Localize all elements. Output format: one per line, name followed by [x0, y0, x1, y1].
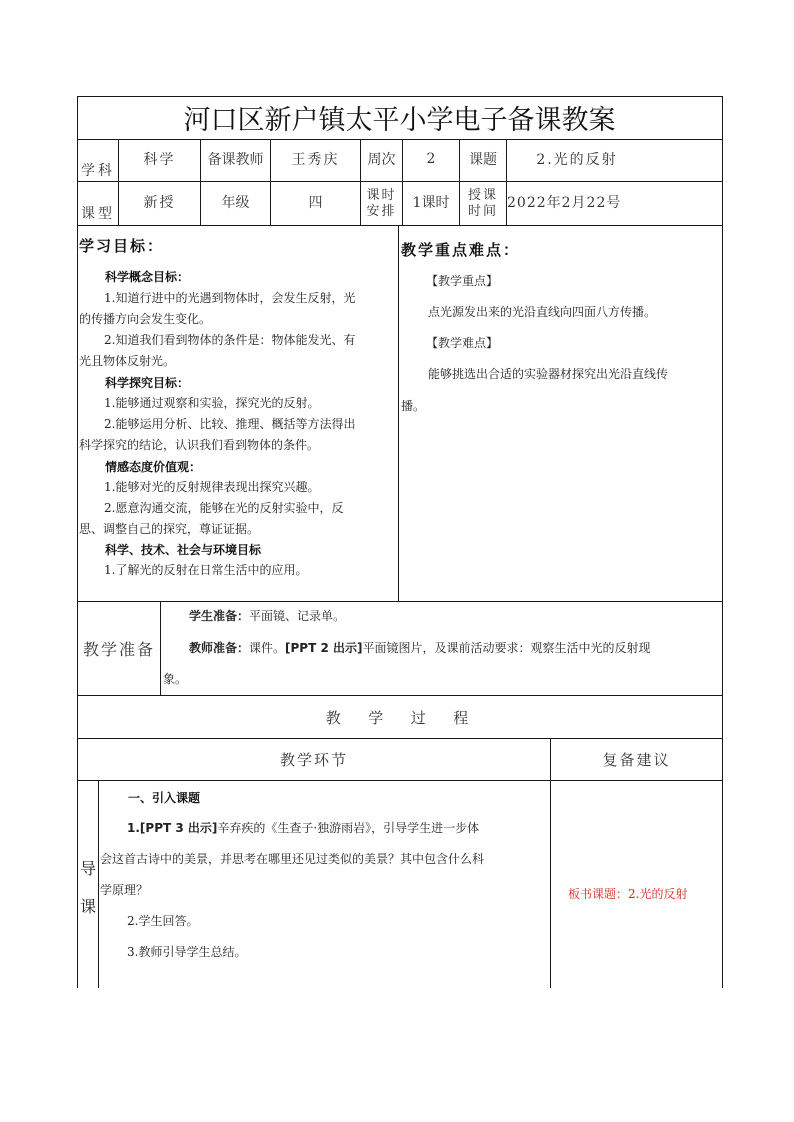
hours-label-line-1: 课时: [366, 187, 397, 203]
subject-label: 学科: [81, 162, 115, 179]
difficulty-text-b: 播。: [401, 399, 426, 413]
attitude-title: 情感态度价值观：: [105, 460, 202, 474]
step1-text-a: 辛弃疾的《生查子·独游雨岩》，引导学生进一步体: [217, 821, 480, 835]
hours-label-line-2: 安排: [366, 203, 397, 219]
hours-label: [361, 182, 402, 225]
concept-2b: 光且物体反射光。: [79, 354, 176, 368]
board-note: 板书课题：2.光的反射: [568, 887, 688, 901]
prep-teacher-text-a: 课件。: [249, 641, 286, 655]
inquiry-title: 科学探究目标：: [105, 376, 190, 390]
week-value: 2: [426, 151, 436, 167]
prep-split: [160, 601, 161, 695]
type-value: 新授: [143, 195, 176, 211]
grade-value: 四: [308, 195, 323, 211]
prep-teacher-label: 教师准备：: [189, 641, 250, 655]
difficulty-text-a: 能够挑选出合适的实验器材探究出光沿直线传: [428, 367, 669, 381]
date-label-line-1: 授课: [467, 187, 498, 203]
prep-teacher: [189, 638, 651, 659]
inquiry-1: 1.能够通过观察和实验，探究光的反射。: [104, 396, 320, 410]
week-label: 周次: [367, 152, 396, 168]
date-value: 2022年2月22号: [507, 195, 622, 211]
concept-title: 科学概念目标：: [105, 270, 190, 284]
grade-label: 年级: [221, 195, 250, 211]
step1-line-b: 会这首古诗中的美景，并思考在哪里还见过类似的美景？其中包含什么科: [100, 852, 485, 866]
intro-title: 一、引入课题: [128, 791, 201, 805]
date-label-line-2: 时间: [467, 203, 498, 219]
step1-line-c: 学原理？: [100, 883, 149, 897]
col-side-header: 复备建议: [602, 751, 671, 769]
teacher-label: 备课教师: [207, 152, 264, 168]
section-col-line: [98, 780, 99, 988]
attitude-2a: 2.愿意沟通交流，能够在光的反射实验中，反: [104, 501, 344, 515]
prep-teacher-text-b: 平面镜图片，及课前活动要求：观察生活中光的反射现: [362, 641, 651, 655]
page-title: 河口区新户镇太平小学电子备课教案: [183, 105, 616, 136]
step1-ppt: 1.[PPT 3 出示]: [127, 821, 218, 835]
inquiry-2a: 2.能够运用分析、比较、推理、概括等方法得出: [104, 417, 356, 431]
prep-label: 教学准备: [82, 640, 155, 659]
step2: 2.学生回答。: [127, 914, 199, 928]
section-label-1: 导: [79, 859, 96, 878]
attitude-1: 1.能够对光的反射规律表现出探究兴趣。: [104, 480, 320, 494]
subject-value: 科学: [143, 152, 176, 168]
concept-2a: 2.知道我们看到物体的条件是：物体能发光、有: [104, 333, 356, 347]
keypoints-heading: 教学重点难点：: [401, 241, 521, 259]
type-label: 课型: [81, 206, 115, 222]
teacher-value: 王秀庆: [291, 152, 340, 168]
border-right: [722, 96, 723, 988]
focus-title: 【教学重点】: [426, 274, 499, 288]
step3: 3.教师引导学生总结。: [127, 945, 247, 959]
step1-line-a: [127, 818, 479, 839]
prep-teacher-ppt: [PPT 2 出示]: [285, 641, 363, 655]
attitude-2b: 思、调整自己的探究，尊证证据。: [79, 522, 260, 536]
topic-value: 2.光的反射: [536, 152, 618, 168]
prep-student-text: 平面镜、记录单。: [249, 609, 346, 623]
prep-student: [189, 606, 345, 627]
sts-title: 科学、技术、社会与环境目标: [105, 543, 262, 557]
inquiry-2b: 科学探究的结论，认识我们看到物体的条件。: [79, 438, 320, 452]
col-main-header: 教学环节: [279, 751, 348, 769]
concept-1b: 的传播方向会发生变化。: [79, 312, 212, 326]
objectives-heading: 学习目标：: [79, 237, 165, 255]
prep-student-label: 学生准备：: [189, 609, 250, 623]
section-label-2: 课: [79, 897, 96, 916]
row-line-4: [77, 601, 723, 602]
date-label: [460, 182, 506, 225]
hours-value: 1课时: [412, 195, 450, 211]
prep-teacher-text-c: 象。: [163, 672, 188, 686]
objectives-split: [398, 225, 399, 601]
section-label: [78, 850, 98, 926]
difficulty-title: 【教学难点】: [426, 336, 499, 350]
focus-text: 点光源发出来的光沿直线向四面八方传播。: [428, 305, 657, 319]
row-line-3: [77, 225, 723, 226]
sts-1: 1.了解光的反射在日常生活中的应用。: [104, 563, 308, 577]
topic-label: 课题: [469, 152, 497, 168]
row-line-7: [77, 780, 723, 781]
process-title: 教 学 过 程: [325, 708, 475, 727]
concept-1a: 1.知道行进中的光遇到物体时，会发生反射，光: [104, 291, 356, 305]
